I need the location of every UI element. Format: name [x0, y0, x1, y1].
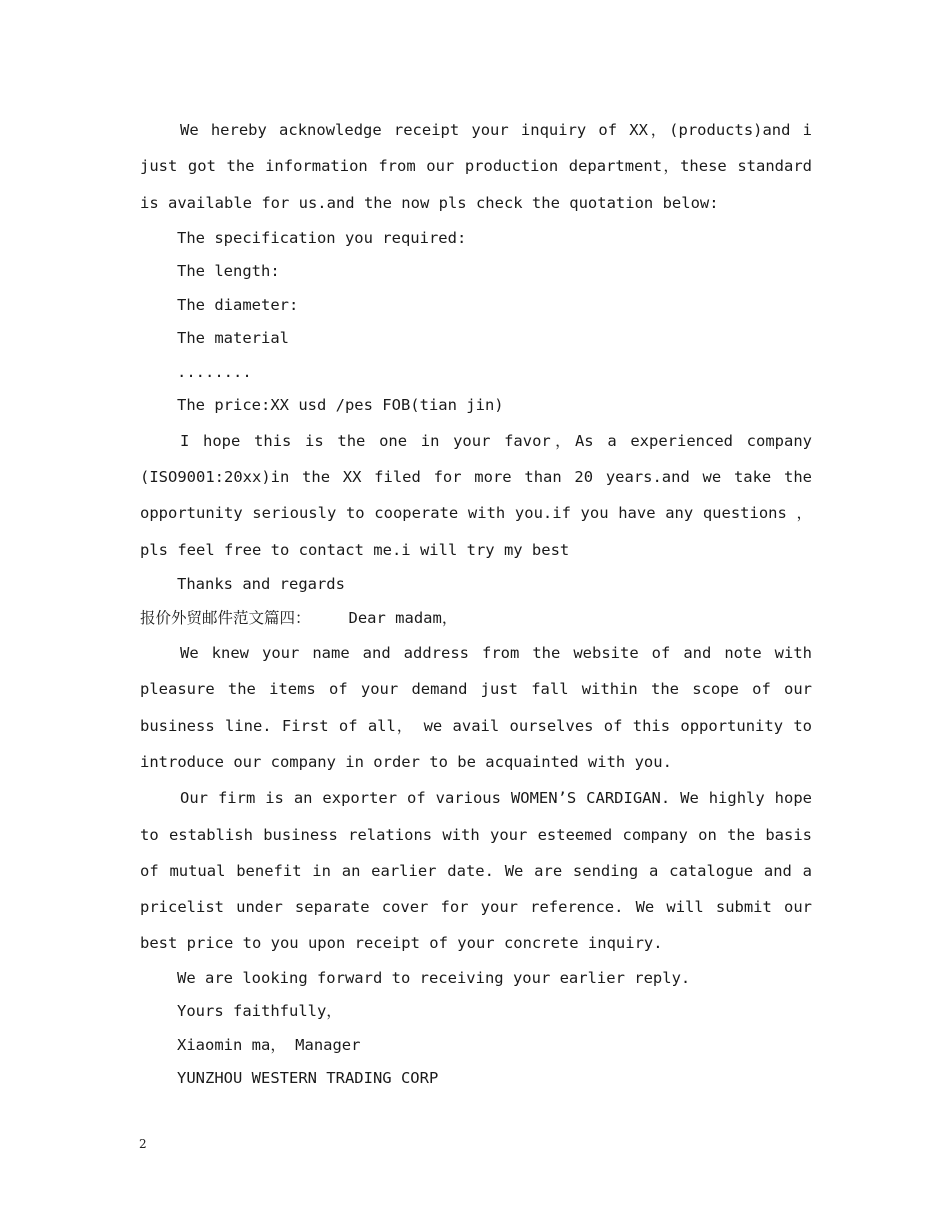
- closing-thanks: Thanks and regards: [177, 575, 345, 594]
- closing-looking-forward: We are looking forward to receiving your earlier reply.: [177, 968, 691, 987]
- spec-line-diameter: The diameter:: [177, 295, 299, 314]
- introduction-paragraph: We knew your name and address from the website of and note with pleasure the items of your demand just fall within the scope of our business line. First of all， we avail ourselves of this opportunity to introduce our company in order to be acquainted with you.: [140, 644, 812, 771]
- firm-description-paragraph: Our firm is an exporter of various WOMEN’S CARDIGAN. We highly hope to establish business relations with your esteemed company on the basis of mutual benefit in an earlier date. We are sending a catalogue and a pricelist under separate cover for your reference. We will submit our best price to you upon receipt of your concrete inquiry.: [140, 789, 812, 953]
- spec-line-ellipsis: ........: [177, 362, 252, 381]
- signature-company: YUNZHOU WESTERN TRADING CORP: [177, 1069, 439, 1088]
- inquiry-acknowledgement-paragraph: We hereby acknowledge receipt your inquiry of XX，(products)and i just got the information from our production department，these standard is available for us.and the now pls check the quotation below:: [140, 121, 812, 212]
- section-heading-line: [140, 602, 812, 636]
- signature-name: Xiaomin ma， Manager: [177, 1035, 361, 1054]
- company-experience-paragraph: I hope this is the one in your favor，As a experienced company (ISO9001:20xx)in the XX filed for more than 20 years.and we take the opportunity seriously to cooperate with you.if you have any questions ，pls feel free to contact me.i will try my best: [140, 431, 812, 559]
- section-heading: 报价外贸邮件范文篇四：: [140, 608, 311, 627]
- closing-yours-faithfully: Yours faithfully，: [177, 1002, 342, 1021]
- spec-line-specification: The specification you required:: [177, 228, 467, 247]
- spec-line-length: The length:: [177, 262, 280, 281]
- salutation: Dear madam，: [348, 608, 458, 627]
- spec-line-price: The price:XX usd /pes FOB(tian jin): [177, 396, 504, 415]
- page-number: 2: [139, 1137, 147, 1151]
- spec-line-material: The material: [177, 329, 289, 348]
- document-body: [140, 112, 812, 1096]
